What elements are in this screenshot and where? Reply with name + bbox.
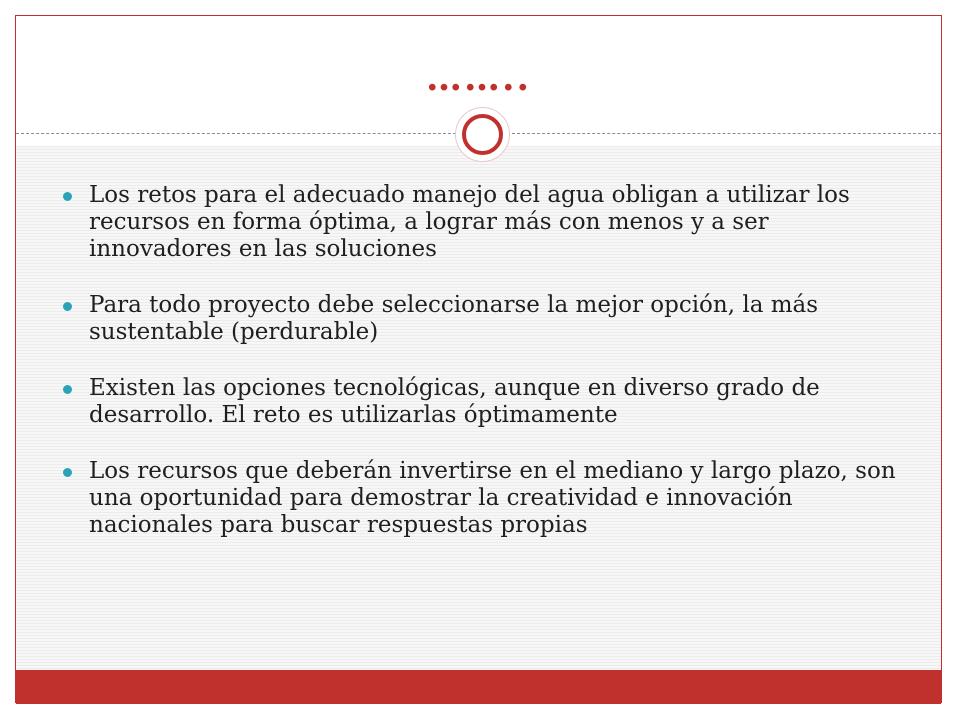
- bullet-list: [60, 182, 900, 568]
- bullet-text: Existen las opciones tecnológicas, aunque en diverso grado de desarrollo. El reto es utilizarlas óptimamente: [89, 375, 820, 428]
- bullet-dot-icon: [63, 192, 72, 201]
- divider-line-left: [16, 133, 456, 134]
- bullet-dot-icon: [63, 302, 72, 311]
- bullet-item: [60, 458, 900, 539]
- slide-title: ……..: [425, 57, 532, 99]
- divider-line-right: [512, 133, 941, 134]
- circle-ring-inner: [462, 114, 503, 155]
- bullet-item: [60, 182, 900, 263]
- bullet-text: Para todo proyecto debe seleccionarse la mejor opción, la más sustentable (perdurable): [89, 292, 819, 345]
- footer-bar: [16, 670, 941, 704]
- bullet-dot-icon: [63, 468, 72, 477]
- bullet-item: [60, 292, 900, 346]
- bullet-item: [60, 375, 900, 429]
- bullet-text: Los retos para el adecuado manejo del agua obligan a utilizar los recursos en forma óptima, a lograr más con menos y a ser innovadores en las soluciones: [89, 182, 850, 262]
- bullet-dot-icon: [63, 385, 72, 394]
- bullet-text: Los recursos que deberán invertirse en el mediano y largo plazo, son una oportunidad para demostrar la creatividad e innovación nacionales para buscar respuestas propias: [89, 458, 896, 538]
- circle-ring-icon: [455, 107, 510, 162]
